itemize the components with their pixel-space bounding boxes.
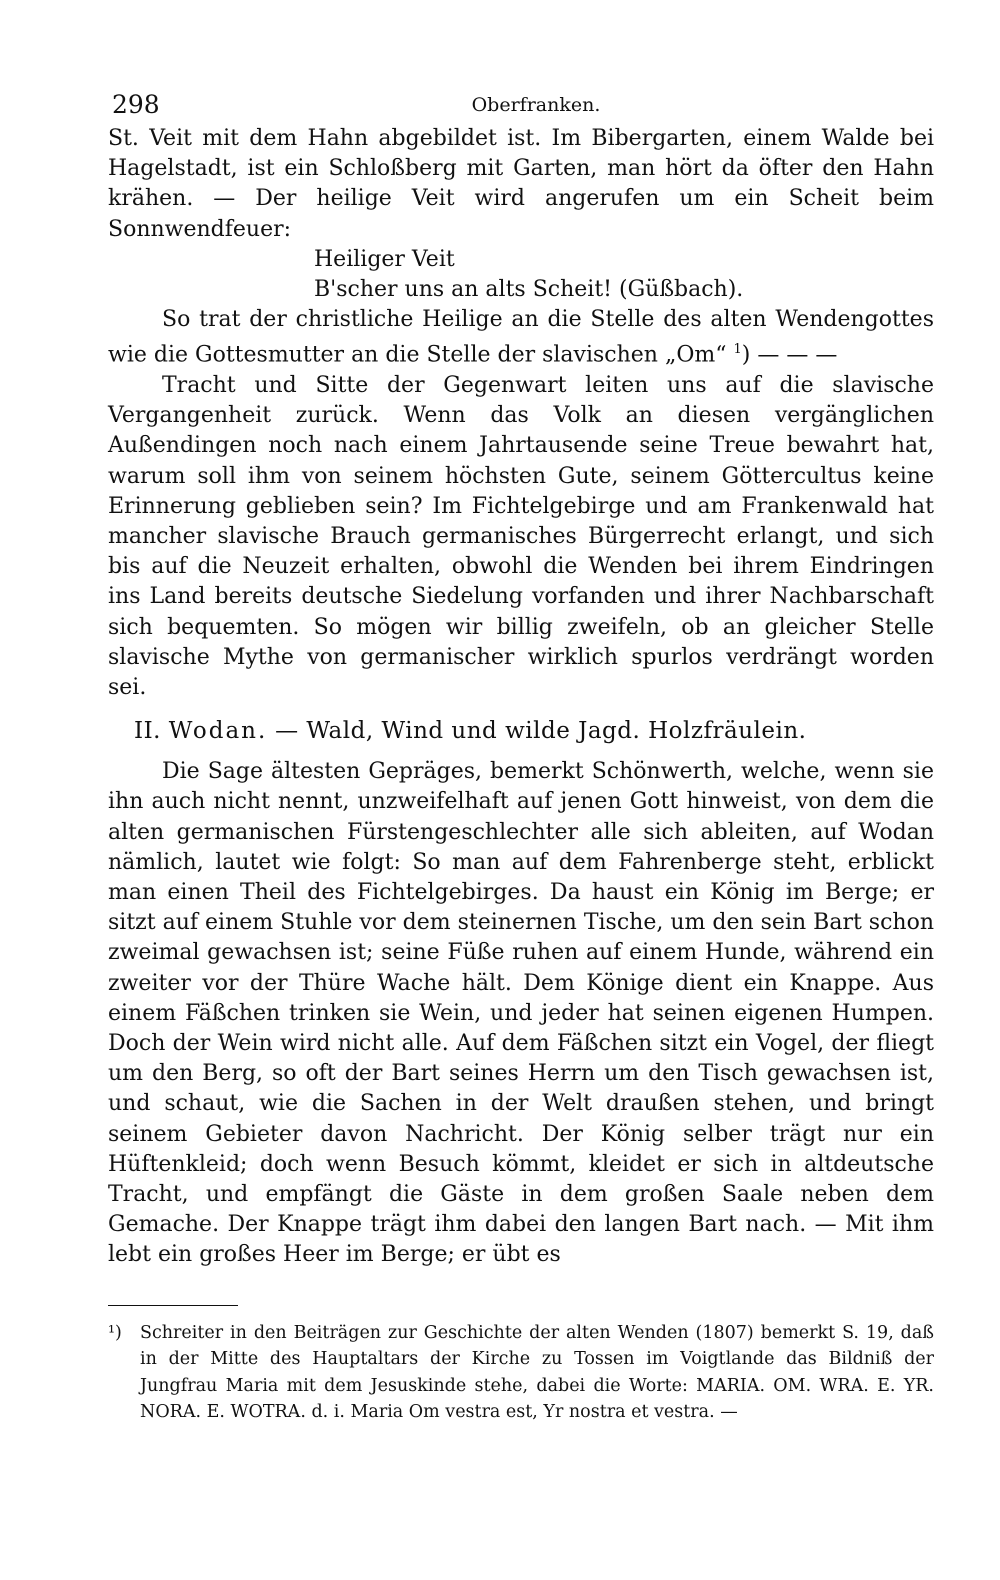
footnote-marker: ¹) (108, 1322, 122, 1343)
section-number: II. (134, 718, 161, 745)
footnote-reference: 1 (733, 342, 742, 358)
running-title: Oberfranken. (471, 94, 601, 116)
paragraph-tail: ) — — — (741, 342, 838, 368)
paragraph: St. Veit mit dem Hahn abgebildet ist. Im Bibergarten, einem Walde bei Hagelstadt, ist ein Schloßberg mit Garten, man hört da öfter den Hahn krähen. — Der heilige Veit wird angerufen um ein Scheit beim Sonnwendfeuer: (108, 126, 934, 242)
paragraph: Die Sage ältesten Gepräges, bemerkt Schönwerth, welche, wenn sie ihn auch nicht nennt, unzweifelhaft auf jenen Gott hinweist, von dem die alten germanischen Fürstengeschlechter alle sich ableiten, auf Wodan nämlich, lautet wie folgt: So man auf dem Fahrenberge steht, erblickt man einen Theil des Fichtelgebirges. Da haust ein König im Berge; er sitzt auf einem Stuhle vor dem steinernen Tische, um den sein Bart schon zweimal gewachsen ist; seine Füße ruhen auf einem Hunde, während ein zweiter vor der Thüre Wache hält. Dem Könige dient ein Knappe. Aus einem Fäßchen trinken sie Wein, und jeder hat seinen eigenen Humpen. Doch der Wein wird nicht alle. Auf dem Fäßchen sitzt ein Vogel, der fliegt um den Berg, so oft der Bart seines Herrn um den Tisch gewachsen ist, und schaut, wie die Sachen in der Welt draußen stehen, und bringt seinem Gebieter davon Nachricht. Der König selber trägt nur ein Hüftenkleid; doch wenn Besuch kömmt, kleidet er sich in altdeutsche Tracht, und empfängt die Gäste in dem großen Saale neben dem Gemache. Der Knappe trägt ihm dabei den langen Bart nach. — Mit ihm lebt ein großes Heer im Berge; er übt es (108, 759, 934, 1268)
paragraph: Tracht und Sitte der Gegenwart leiten uns auf die slavische Vergangenheit zurück. Wenn das Volk an diesen vergänglichen Außendingen noch nach einem Jahrtausende seine Treue bewahrt hat, warum soll ihm von seinem höchsten Gute, seinem Göttercultus keine Erinnerung geblieben sein? Im Fichtelgebirge und am Frankenwald hat mancher slavische Brauch germanisches Bürgerrecht erlangt, und sich bis auf die Neuzeit erhalten, obwohl die Wenden bei ihrem Eindringen ins Land bereits deutsche Siedelung vorfanden und ihrer Nachbarschaft sich bequemten. So mögen wir billig zweifeln, ob an gleicher Stelle slavische Mythe von germanischer wirklich spurlos verdrängt worden sei. (108, 372, 934, 700)
page-header (108, 90, 934, 124)
footnote-divider (108, 1305, 238, 1306)
footnote-text: Schreiter in den Beiträgen zur Geschichte der alten Wenden (1807) bemerkt S. 19, daß in der Mitte des Hauptaltars der Kirche zu Tossen im Voigtlande das Bildniß der Jungfrau Maria mit dem Jesuskinde stehe, dabei die Worte: MARIA. OM. WRA. E. YR. NORA. E. WOTRA. d. i. Maria Om vestra est, Yr nostra et vestra. — (140, 1322, 934, 1423)
section-name: Wodan. (168, 718, 268, 745)
main-text (108, 124, 934, 1271)
verse-line: B'scher uns an alts Scheit! (Güßbach). (314, 277, 744, 303)
section-heading (108, 716, 934, 746)
verse-line: Heiliger Veit (314, 246, 455, 272)
footnote (108, 1320, 934, 1426)
section-subtitle: — Wald, Wind und wilde Jagd. Holzfräulein. (267, 718, 807, 745)
paragraph-text: So trat der christliche Heilige an die Stelle des alten Wendengottes wie die Gottesmutter an die Stelle der slavischen „Om“ (108, 307, 934, 368)
page-number: 298 (112, 90, 160, 119)
paragraph (108, 305, 934, 371)
book-page (108, 90, 934, 1426)
